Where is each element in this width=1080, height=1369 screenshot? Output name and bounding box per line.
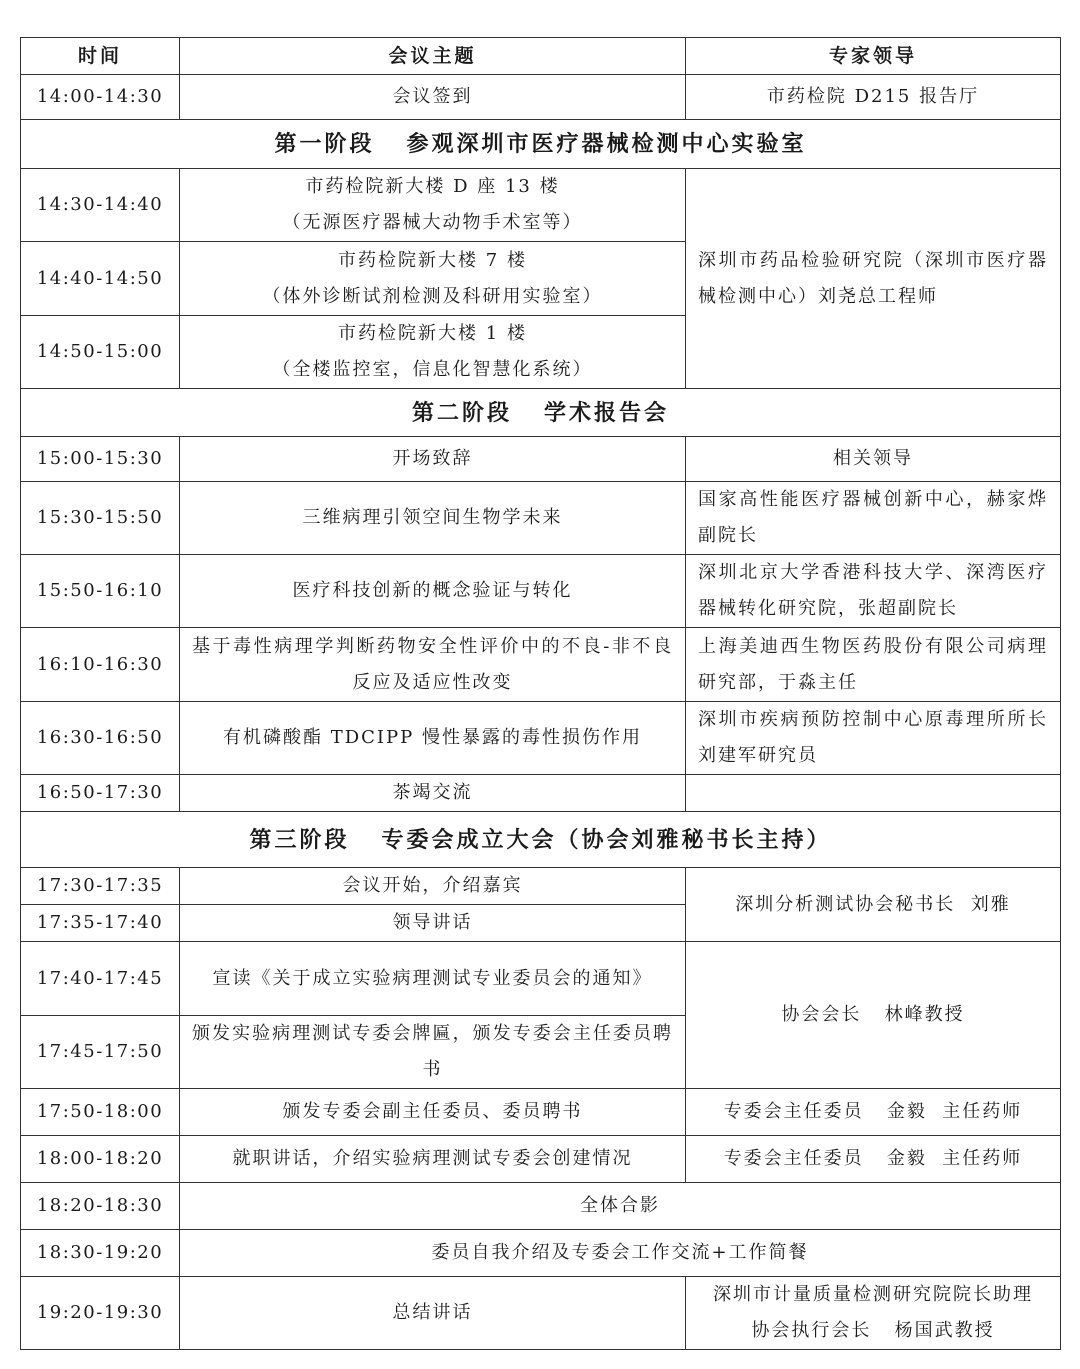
speaker-cell: 协会会长 林峰教授 [686, 942, 1061, 1089]
table-row [21, 169, 1061, 242]
speaker-line: 深圳市计量质量检测研究院院长助理 [713, 1284, 1033, 1305]
speaker-cell: 国家高性能医疗器械创新中心，赫家烨副院长 [686, 482, 1061, 555]
stage-row [21, 812, 1061, 868]
table-row [21, 628, 1061, 702]
header-speaker: 专家领导 [686, 38, 1061, 75]
topic-cell: 委员自我介绍及专委会工作交流+工作简餐 [180, 1230, 1061, 1277]
time-cell: 16:30-16:50 [21, 702, 180, 775]
time-cell: 18:00-18:20 [21, 1136, 180, 1183]
speaker-cell: 深圳市药品检验研究院（深圳市医疗器械检测中心）刘尧总工程师 [686, 169, 1061, 389]
header-row [21, 38, 1061, 75]
topic-line: 市药检院新大楼 1 楼 [338, 323, 527, 344]
speaker-cell: 相关领导 [686, 437, 1061, 482]
time-cell: 15:00-15:30 [21, 437, 180, 482]
topic-cell: 全体合影 [180, 1183, 1061, 1230]
topic-line: （全楼监控室，信息化智慧化系统） [272, 359, 593, 380]
topic-line: 市药检院新大楼 D 座 13 楼 [305, 176, 560, 197]
table-row [21, 1136, 1061, 1183]
table-row [21, 1089, 1061, 1136]
topic-cell: 领导讲话 [180, 905, 686, 942]
table-row [21, 775, 1061, 812]
topic-cell: 基于毒性病理学判断药物安全性评价中的不良-非不良反应及适应性改变 [180, 628, 686, 702]
speaker-cell [686, 1277, 1061, 1350]
time-cell: 14:40-14:50 [21, 242, 180, 316]
topic-cell: 茶竭交流 [180, 775, 686, 812]
topic-cell: 会议签到 [180, 75, 686, 120]
table-row [21, 702, 1061, 775]
header-time: 时间 [21, 38, 180, 75]
speaker-cell: 深圳北京大学香港科技大学、深湾医疗器械转化研究院，张超副院长 [686, 555, 1061, 628]
stage-title-text: 第一阶段 参观深圳市医疗器械检测中心实验室 [274, 131, 807, 157]
time-cell: 15:30-15:50 [21, 482, 180, 555]
time-cell: 17:50-18:00 [21, 1089, 180, 1136]
time-cell: 14:00-14:30 [21, 75, 180, 120]
topic-cell: 会议开始，介绍嘉宾 [180, 868, 686, 905]
topic-cell: 总结讲话 [180, 1277, 686, 1350]
topic-cell [180, 169, 686, 242]
speaker-line: 协会执行会长 杨国武教授 [751, 1320, 995, 1341]
stage-title [21, 120, 1061, 169]
time-cell: 19:20-19:30 [21, 1277, 180, 1350]
stage-row [21, 389, 1061, 437]
table-row [21, 482, 1061, 555]
topic-line: 市药检院新大楼 7 楼 [338, 249, 527, 271]
stage-title-text: 第二阶段 学术报告会 [412, 399, 669, 426]
topic-cell: 宣读《关于成立实验病理测试专业委员会的通知》 [180, 942, 686, 1016]
topic-cell: 颁发实验病理测试专委会牌匾，颁发专委会主任委员聘书 [180, 1016, 686, 1089]
table-row [21, 1277, 1061, 1350]
table-row [21, 555, 1061, 628]
table-row [21, 1230, 1061, 1277]
speaker-cell: 深圳分析测试协会秘书长 刘雅 [686, 868, 1061, 942]
time-cell: 17:35-17:40 [21, 905, 180, 942]
table-row [21, 868, 1061, 905]
table-row [21, 942, 1061, 1016]
topic-cell [180, 242, 686, 316]
table-row [21, 75, 1061, 120]
topic-cell: 颁发专委会副主任委员、委员聘书 [180, 1089, 686, 1136]
topic-cell: 就职讲话，介绍实验病理测试专委会创建情况 [180, 1136, 686, 1183]
agenda-table [20, 37, 1072, 1350]
time-cell: 16:50-17:30 [21, 775, 180, 812]
time-cell: 17:45-17:50 [21, 1016, 180, 1089]
time-cell: 14:50-15:00 [21, 316, 180, 389]
time-cell: 16:10-16:30 [21, 628, 180, 702]
time-cell: 18:30-19:20 [21, 1230, 180, 1277]
table-row [21, 437, 1061, 482]
speaker-cell: 专委会主任委员 金毅 主任药师 [686, 1136, 1061, 1183]
topic-cell: 医疗科技创新的概念验证与转化 [180, 555, 686, 628]
header-topic: 会议主题 [180, 38, 686, 75]
time-cell: 18:20-18:30 [21, 1183, 180, 1230]
topic-cell: 三维病理引领空间生物学未来 [180, 482, 686, 555]
speaker-cell: 市药检院 D215 报告厅 [686, 75, 1061, 120]
topic-line: （体外诊断试剂检测及科研用实验室） [262, 285, 603, 307]
topic-line: （无源医疗器械大动物手术室等） [282, 212, 583, 233]
stage-row [21, 120, 1061, 169]
time-cell: 15:50-16:10 [21, 555, 180, 628]
stage-title [21, 389, 1061, 437]
topic-cell [180, 316, 686, 389]
speaker-cell [686, 775, 1061, 812]
speaker-cell: 上海美迪西生物医药股份有限公司病理研究部，于淼主任 [686, 628, 1061, 702]
time-cell: 14:30-14:40 [21, 169, 180, 242]
speaker-cell: 深圳市疾病预防控制中心原毒理所所长 刘建军研究员 [686, 702, 1061, 775]
stage-title [21, 812, 1061, 868]
speaker-cell: 专委会主任委员 金毅 主任药师 [686, 1089, 1061, 1136]
time-cell: 17:30-17:35 [21, 868, 180, 905]
table-row [21, 1183, 1061, 1230]
topic-cell: 有机磷酸酯 TDCIPP 慢性暴露的毒性损伤作用 [180, 702, 686, 775]
stage-title-text: 第三阶段 专委会成立大会（协会刘雅秘书长主持） [249, 826, 832, 853]
topic-cell: 开场致辞 [180, 437, 686, 482]
time-cell: 17:40-17:45 [21, 942, 180, 1016]
